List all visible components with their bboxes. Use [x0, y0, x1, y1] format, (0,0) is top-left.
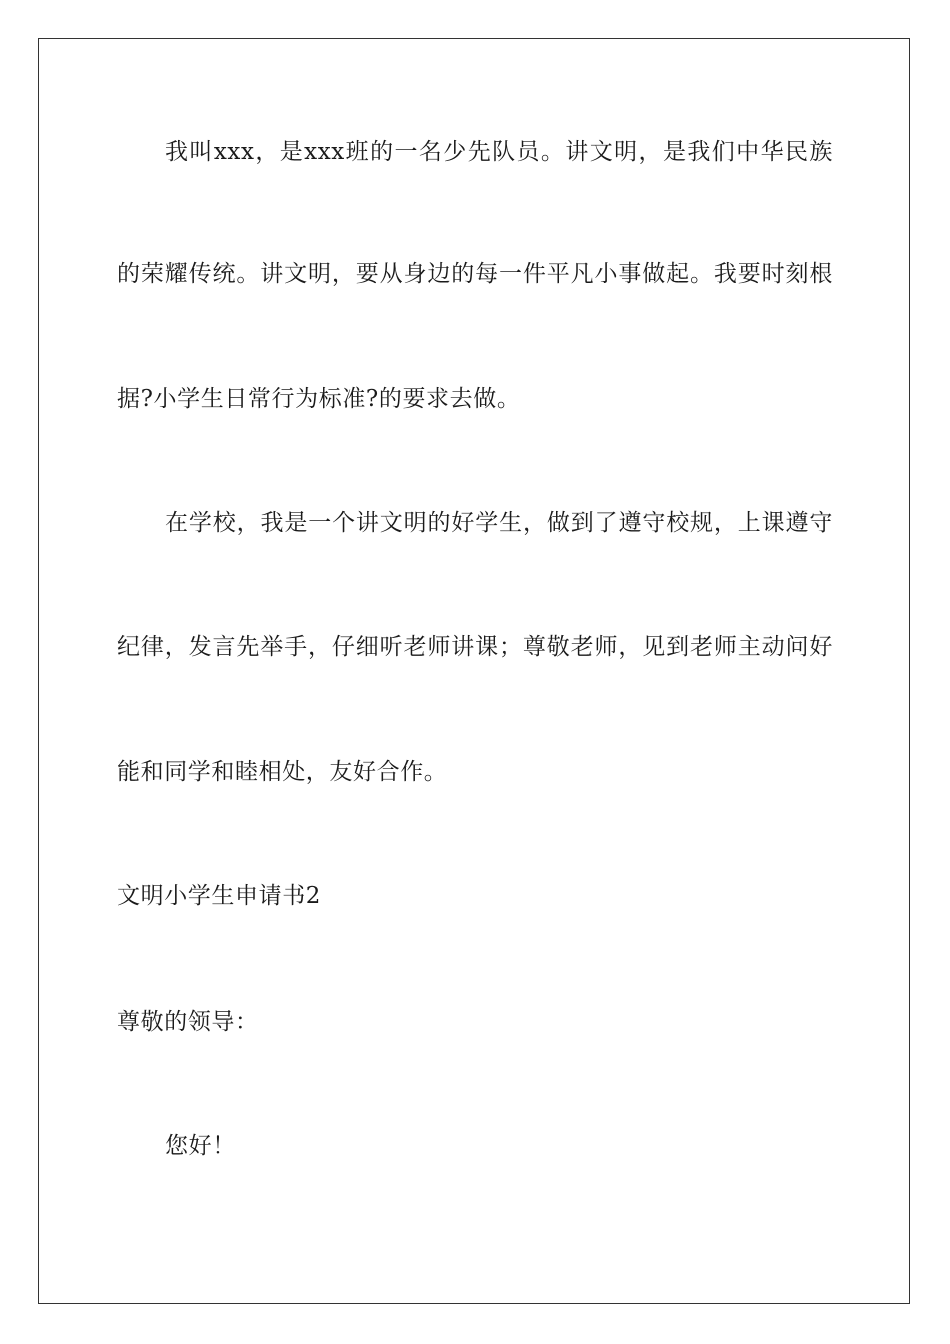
paragraph-2-line-2: 纪律，发言先举手，仔细听老师讲课；尊敬老师，见到老师主动问好: [117, 634, 833, 660]
section-heading: 文明小学生申请书2: [117, 883, 322, 909]
greeting: 您好！: [165, 1133, 236, 1159]
paragraph-2-line-3: 能和同学和睦相处，友好合作。: [117, 759, 448, 785]
salutation: 尊敬的领导：: [117, 1009, 259, 1035]
paragraph-1-line-1: 我叫xxx，是xxx班的一名少先队员。讲文明，是我们中华民族: [165, 139, 833, 165]
paragraph-1-line-2: 的荣耀传统。讲文明，要从身边的每一件平凡小事做起。我要时刻根: [117, 261, 833, 287]
paragraph-2-line-1: 在学校，我是一个讲文明的好学生，做到了遵守校规，上课遵守: [165, 510, 833, 536]
paragraph-1-line-3: 据?小学生日常行为标准?的要求去做。: [117, 386, 521, 412]
page-border: [38, 38, 910, 1304]
